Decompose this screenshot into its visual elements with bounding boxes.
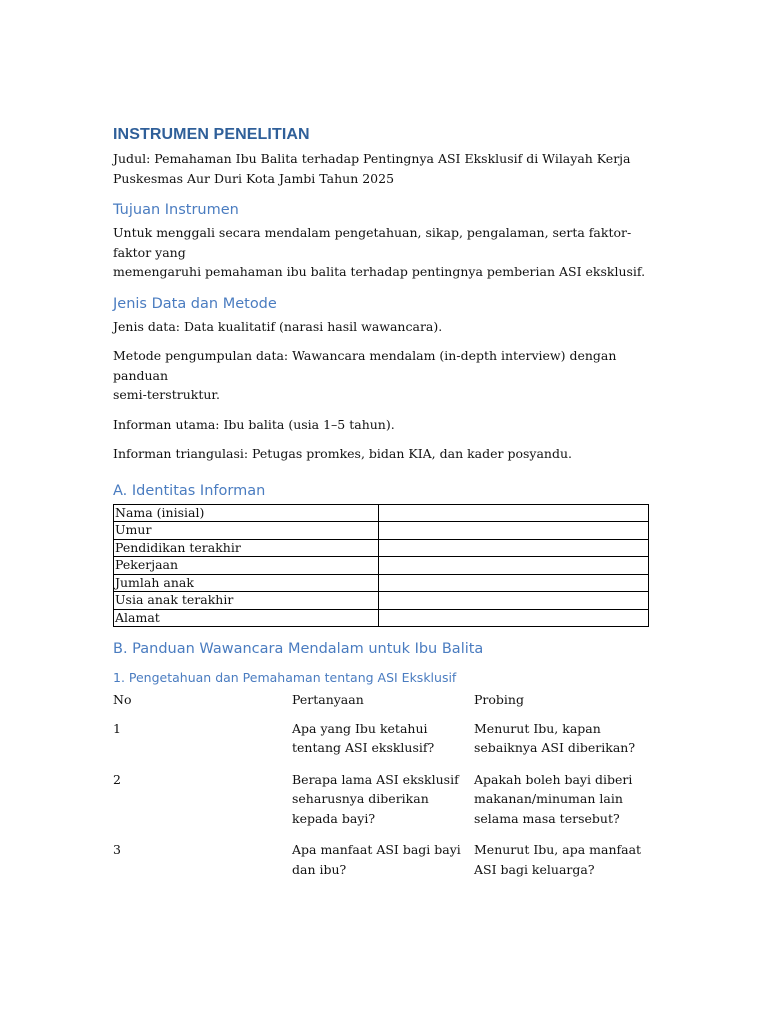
- column-header-no: No: [113, 692, 132, 707]
- identitas-value-cell[interactable]: [379, 504, 649, 522]
- question-number: 2: [113, 771, 121, 787]
- question-line: kepada bayi?: [292, 810, 376, 826]
- section-heading-tujuan: Tujuan Instrumen: [113, 202, 239, 218]
- identitas-label: Umur: [114, 522, 379, 540]
- identitas-label: Pekerjaan: [114, 557, 379, 575]
- identitas-label: Pendidikan terakhir: [114, 539, 379, 557]
- probing-line: makanan/minuman lain: [474, 791, 623, 806]
- probing-line: ASI bagi keluarga?: [474, 861, 595, 877]
- question-line: dan ibu?: [292, 861, 347, 877]
- identitas-value-cell[interactable]: [379, 557, 649, 575]
- document-page: [113, 126, 658, 891]
- identitas-label: Alamat: [114, 609, 379, 627]
- identitas-table: [113, 504, 649, 628]
- jenis-paragraph-4: Informan triangulasi: Petugas promkes, bidan KIA, dan kader posyandu.: [113, 446, 573, 461]
- probing-line: Menurut Ibu, apa manfaat: [474, 842, 642, 857]
- question-line: Apa manfaat ASI bagi bayi: [292, 842, 461, 857]
- table-row: [113, 840, 658, 879]
- jenis-paragraph-2-line-2: semi-terstruktur.: [113, 387, 220, 402]
- section-heading-identitas: A. Identitas Informan: [113, 482, 266, 499]
- identitas-value-cell[interactable]: [379, 609, 649, 627]
- subtitle-line-1: Judul: Pemahaman Ibu Balita terhadap Pentingnya ASI Eksklusif di Wilayah Kerja: [113, 151, 631, 166]
- subsection-heading-pengetahuan: 1. Pengetahuan dan Pemahaman tentang ASI Eksklusif: [113, 670, 457, 685]
- column-header-pertanyaan: Pertanyaan: [292, 692, 364, 707]
- question-line: Apa yang Ibu ketahui: [292, 720, 428, 736]
- identitas-value-cell[interactable]: [379, 539, 649, 557]
- identitas-label: Usia anak terakhir: [114, 592, 379, 610]
- probing-line: Apakah boleh bayi diberi: [474, 771, 633, 787]
- column-header-probing: Probing: [474, 692, 524, 707]
- tujuan-line-2: memengaruhi pemahaman ibu balita terhadap pentingnya pemberian ASI eksklusif.: [113, 264, 646, 279]
- interview-guide-table: [113, 690, 658, 879]
- question-number: 1: [113, 720, 121, 736]
- table-header-row: [113, 690, 658, 710]
- question-number: 3: [113, 842, 121, 857]
- probing-line: selama masa tersebut?: [474, 810, 620, 826]
- question-line: tentang ASI eksklusif?: [292, 740, 435, 755]
- tujuan-line-1: Untuk menggali secara mendalam pengetahuan, sikap, pengalaman, serta faktor-faktor yang: [113, 225, 632, 260]
- identitas-label: Jumlah anak: [114, 574, 379, 592]
- jenis-paragraph-1: Jenis data: Data kualitatif (narasi hasil wawancara).: [113, 318, 443, 334]
- subtitle-line-2: Puskesmas Aur Duri Kota Jambi Tahun 2025: [113, 170, 395, 186]
- question-line: seharusnya diberikan: [292, 791, 429, 806]
- table-row: [114, 539, 649, 557]
- document-title: INSTRUMEN PENELITIAN: [113, 126, 310, 143]
- table-row: [114, 557, 649, 575]
- identitas-label: Nama (inisial): [114, 504, 379, 522]
- section-heading-panduan: B. Panduan Wawancara Mendalam untuk Ibu Balita: [113, 641, 484, 657]
- identitas-value-cell[interactable]: [379, 574, 649, 592]
- question-line: Berapa lama ASI eksklusif: [292, 771, 459, 787]
- identitas-value-cell[interactable]: [379, 522, 649, 540]
- probing-line: Menurut Ibu, kapan: [474, 720, 601, 736]
- table-row: [113, 770, 658, 829]
- section-heading-jenis: Jenis Data dan Metode: [113, 295, 277, 312]
- jenis-paragraph-2-line-1: Metode pengumpulan data: Wawancara mendalam (in-depth interview) dengan panduan: [113, 348, 617, 383]
- jenis-paragraph-3: Informan utama: Ibu balita (usia 1–5 tahun).: [113, 416, 395, 432]
- identitas-value-cell[interactable]: [379, 592, 649, 610]
- table-row: [114, 522, 649, 540]
- table-row: [114, 609, 649, 627]
- table-row: [114, 574, 649, 592]
- table-row: [114, 592, 649, 610]
- probing-line: sebaiknya ASI diberikan?: [474, 740, 636, 755]
- table-row: [113, 719, 658, 758]
- table-row: [114, 504, 649, 522]
